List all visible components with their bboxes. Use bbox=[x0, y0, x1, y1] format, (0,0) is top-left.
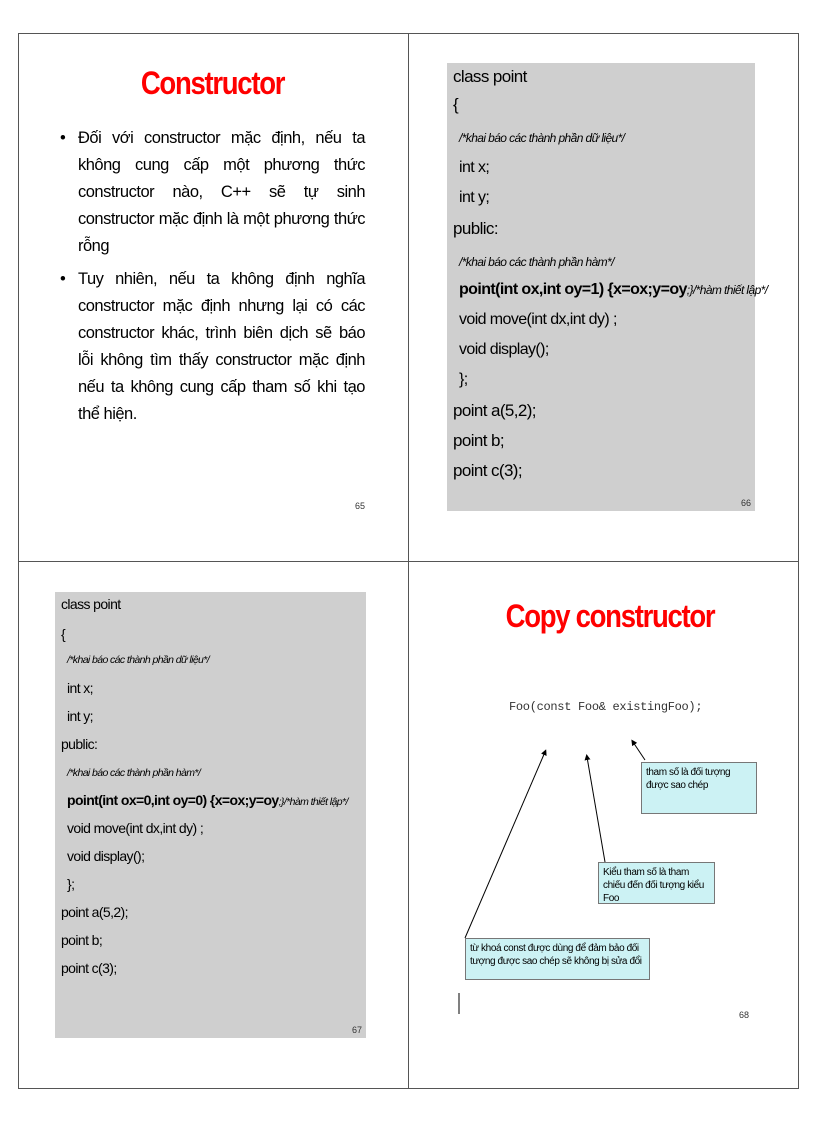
code-line: { bbox=[453, 95, 459, 114]
horizontal-divider bbox=[18, 561, 799, 562]
slide-66-code bbox=[447, 63, 768, 511]
bullet-item: • Đối với constructor mặc định, nếu ta không cung cấp một phương thức constructor nào, C++ sẽ tự sinh constructor mặc định là một phương thức rỗng bbox=[60, 125, 365, 260]
slide-title: Copy constructor bbox=[505, 598, 715, 634]
page-number: 67 bbox=[351, 1025, 362, 1035]
code-line: void display(); bbox=[67, 848, 145, 864]
code-line: int x; bbox=[67, 680, 93, 696]
code-line: { bbox=[61, 626, 66, 642]
page-number: 66 bbox=[740, 498, 751, 508]
code-line: }; bbox=[459, 371, 468, 388]
constructor-comment: ;}/*hàm thiết lập*/ bbox=[278, 796, 348, 808]
code-comment: /*khai báo các thành phần hàm*/ bbox=[67, 767, 201, 779]
code-line: int y; bbox=[67, 708, 93, 724]
code-line: class point bbox=[61, 596, 121, 612]
bullet-item: • Tuy nhiên, nếu ta không định nghĩa constructor mặc định nhưng lại có các constructor khác, trình biên dịch sẽ báo lỗi không tìm thấy constructor mặc định nếu ta không cung cấp tham số khi tạo thể hiện. bbox=[60, 266, 365, 428]
constructor-comment: ;}/*hàm thiết lập*/ bbox=[686, 283, 768, 297]
page-number: 65 bbox=[354, 501, 365, 511]
copy-constructor-signature: Foo(const Foo& existingFoo); bbox=[509, 700, 703, 714]
note-const: từ khoá const được dùng để đảm bảo đối tượng được sao chép sẽ không bị sửa đổi bbox=[465, 938, 650, 980]
slide-67-code bbox=[55, 592, 366, 1038]
arrow-const bbox=[465, 752, 545, 938]
code-line: point a(5,2); bbox=[453, 401, 536, 420]
code-comment: /*khai báo các thành phần dữ liệu*/ bbox=[459, 131, 625, 145]
slide-65 bbox=[40, 45, 385, 535]
code-comment: /*khai báo các thành phần hàm*/ bbox=[459, 255, 614, 269]
constructor-code: point(int ox,int oy=1) {x=ox;y=oy bbox=[459, 281, 687, 298]
arrow-reference bbox=[587, 757, 605, 862]
code-line: }; bbox=[67, 876, 75, 892]
code-line: point c(3); bbox=[453, 461, 522, 480]
bullet-list bbox=[60, 125, 365, 434]
code-line: point b; bbox=[61, 932, 103, 948]
code-line: class point bbox=[453, 67, 527, 86]
code-line: point a(5,2); bbox=[61, 904, 128, 920]
note-reference: Kiểu tham số là tham chiếu đến đối tượng kiểu Foo bbox=[598, 862, 715, 904]
slide-title: Constructor bbox=[140, 65, 285, 101]
code-line: int x; bbox=[459, 159, 490, 176]
page-number: 68 bbox=[738, 1010, 749, 1020]
constructor-code: point(int ox=0,int oy=0) {x=ox;y=oy bbox=[67, 792, 279, 808]
code-line: public: bbox=[61, 736, 98, 752]
code-line: point c(3); bbox=[61, 960, 117, 976]
code-line: int y; bbox=[459, 189, 490, 206]
code-comment: /*khai báo các thành phần dữ liệu*/ bbox=[67, 654, 210, 666]
code-line: void display(); bbox=[459, 341, 549, 358]
constructor-line bbox=[67, 792, 348, 808]
note-parameter: tham số là đối tượng được sao chép bbox=[641, 762, 757, 814]
code-line: void move(int dx,int dy) ; bbox=[67, 820, 204, 836]
slide-68 bbox=[455, 590, 765, 1040]
code-line: public: bbox=[453, 219, 498, 238]
arrow-parameter bbox=[633, 742, 645, 760]
constructor-line bbox=[459, 281, 767, 299]
code-line: point b; bbox=[453, 431, 504, 450]
code-line: void move(int dx,int dy) ; bbox=[459, 311, 617, 328]
